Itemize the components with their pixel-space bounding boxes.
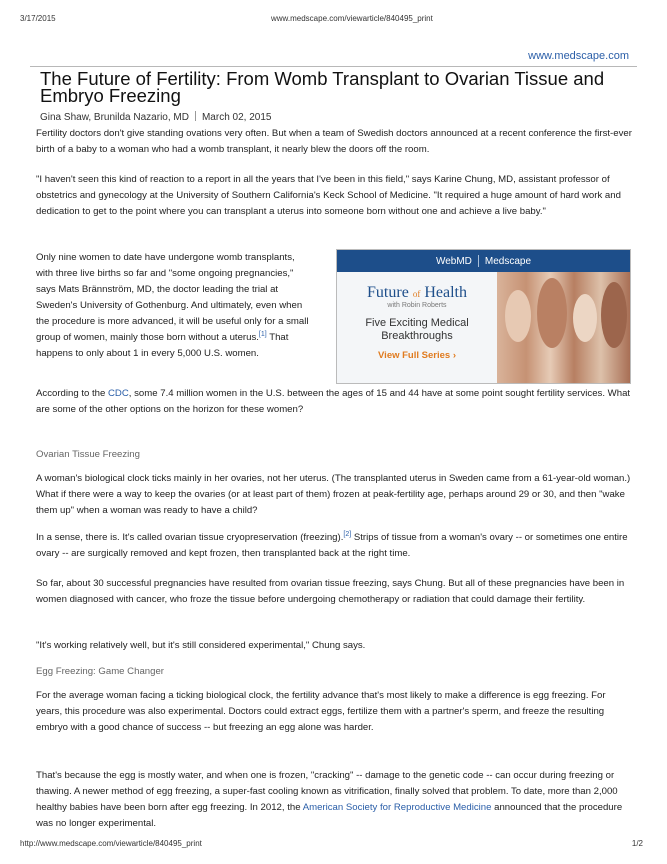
ad-title-of: of [412, 289, 421, 299]
ad-title-a: Future [367, 284, 409, 301]
ad-view-series-link[interactable]: View Full Series › [378, 350, 456, 361]
paragraph-8: "It's working relatively well, but it's still considered experimental," Chung says. [36, 640, 366, 651]
authors: Gina Shaw, Brunilda Nazario, MD [40, 112, 189, 123]
paragraph-7: So far, about 30 successful pregnancies have resulted from ovarian tissue freezing, says Chung. But all of these pregnancies have been in women diagnosed with cancer, who froze the tissue before undergoing chemotherapy or radiation that could damage their fertility. [36, 578, 625, 605]
paragraph-3-tail: That happens to only about 1 in every 5,000 U.S. women. [36, 332, 289, 359]
paragraph-10-tail: announced that the procedure was no longer experimental. [36, 802, 623, 829]
ad-title [337, 284, 497, 302]
article-title: The Future of Fertility: From Womb Transplant to Ovarian Tissue and Embryo Freezing [40, 68, 605, 106]
paragraph-4 [36, 386, 632, 418]
publish-date: March 02, 2015 [201, 112, 272, 123]
ad-faces-image [497, 272, 630, 383]
ad-text-panel [337, 272, 497, 383]
paragraph-2: "I haven't seen this kind of reaction to a report in all the years that I've been in this field," says Karine Chung, MD, assistant professor of obstetrics and gynecology at the University of Southern California's Keck School of Medicine. "It required a huge amount of hard work and dedication to get to the point where you can transplant a uterus into someone born without one and achieve a live baby." [36, 174, 621, 217]
ad-title-b: Health [424, 284, 467, 301]
reference-1-link[interactable]: [1] [258, 330, 267, 338]
byline [40, 111, 271, 123]
paragraph-6-tail: Strips of tissue from a woman's ovary -- or sometimes one entire ovary -- are surgically removed and kept frozen, then transplanted back at the right time. [36, 532, 628, 559]
reference-2-link[interactable]: [2] [343, 530, 352, 538]
paragraph-5: A woman's biological clock ticks mainly in her ovaries, not her uterus. (The transplanted uterus in Sweden came from a 61-year-old woman.) What if there were a way to keep the ovaries (or at least part of them) frozen at peak-fertility age, perhaps around 29 or 30, and then "wake them up" when a woman was ready to have a child? [36, 473, 631, 516]
webmd-logo: WebMD [435, 255, 472, 267]
face-shape [537, 278, 567, 348]
section-heading-ovarian: Ovarian Tissue Freezing [36, 449, 140, 460]
ad-host: with Robin Roberts [387, 302, 447, 309]
print-footer-page: 1/2 [631, 839, 643, 848]
paragraph-4-start: According to the [36, 388, 108, 399]
print-footer-url: http://www.medscape.com/viewarticle/840495_print [20, 839, 202, 848]
face-shape [601, 282, 627, 348]
paragraph-10 [36, 768, 632, 832]
byline-divider [195, 111, 196, 121]
section-heading-egg-freezing: Egg Freezing: Game Changer [36, 666, 164, 677]
paragraph-10-text: That's because the egg is mostly water, and when one is frozen, "cracking" -- damage to the genetic code -- can occur during freezing or thawing. A newer method of egg freezing, a super-fast cooling known as vitrification, finally solved that problem. To date, more than 2,000 healthy babies have been born after egg freezing. In 2012, the [36, 770, 618, 813]
ad-body [337, 272, 630, 383]
paragraph-1: Fertility doctors don't give standing ovations very often. But when a team of Swedish doctors announced at a recent conference the first-ever birth of a baby to a woman who had a womb transplant, it nearly blew the doors off the room. [36, 128, 632, 155]
paragraph-3 [36, 250, 312, 362]
print-header-url: www.medscape.com/viewarticle/840495_print [271, 14, 433, 23]
ad-subtitle-2: Breakthroughs [381, 330, 453, 342]
paragraph-6 [36, 530, 632, 562]
paragraph-4-end: , some 7.4 million women in the U.S. between the ages of 15 and 44 have at some point sought fertility services. What are some of the other options on the horizon for these women? [36, 388, 631, 415]
ad-subtitle-1: Five Exciting Medical [365, 317, 469, 329]
face-shape [505, 290, 531, 342]
asrm-link[interactable]: American Society for Reproductive Medicine [302, 802, 492, 813]
site-link[interactable]: www.medscape.com [528, 50, 629, 62]
paragraph-9: For the average woman facing a ticking biological clock, the fertility advance that's most likely to make a difference is egg freezing. For years, this procedure was also experimental. Doctors could extract eggs, fertilize them with a partner's sperm, and freeze the resulting embryo with a good chance of success -- but freezing an egg alone was harder. [36, 690, 606, 733]
paragraph-6-text: In a sense, there is. It's called ovarian tissue cryopreservation (freezing). [36, 532, 344, 543]
face-shape [573, 294, 597, 342]
medscape-logo: Medscape [484, 255, 532, 267]
print-header-date: 3/17/2015 [20, 14, 56, 23]
ad-subtitle [337, 317, 497, 343]
paragraph-3-text: Only nine women to date have undergone womb transplants, with three live births so far and "some ongoing pregnancies," says Mats Brännström, MD, the doctor leading the trial at Sweden's University of Gothenburg. And ultimately, even when the procedure is more advanced, it will be useful only for a small group of women, mainly those born without a uterus. [36, 252, 309, 343]
cdc-link[interactable]: CDC [108, 388, 129, 399]
ad-banner[interactable] [336, 249, 631, 384]
ad-brand-divider [478, 255, 479, 267]
ad-brand-bar [337, 250, 630, 272]
header-rule [30, 66, 637, 67]
